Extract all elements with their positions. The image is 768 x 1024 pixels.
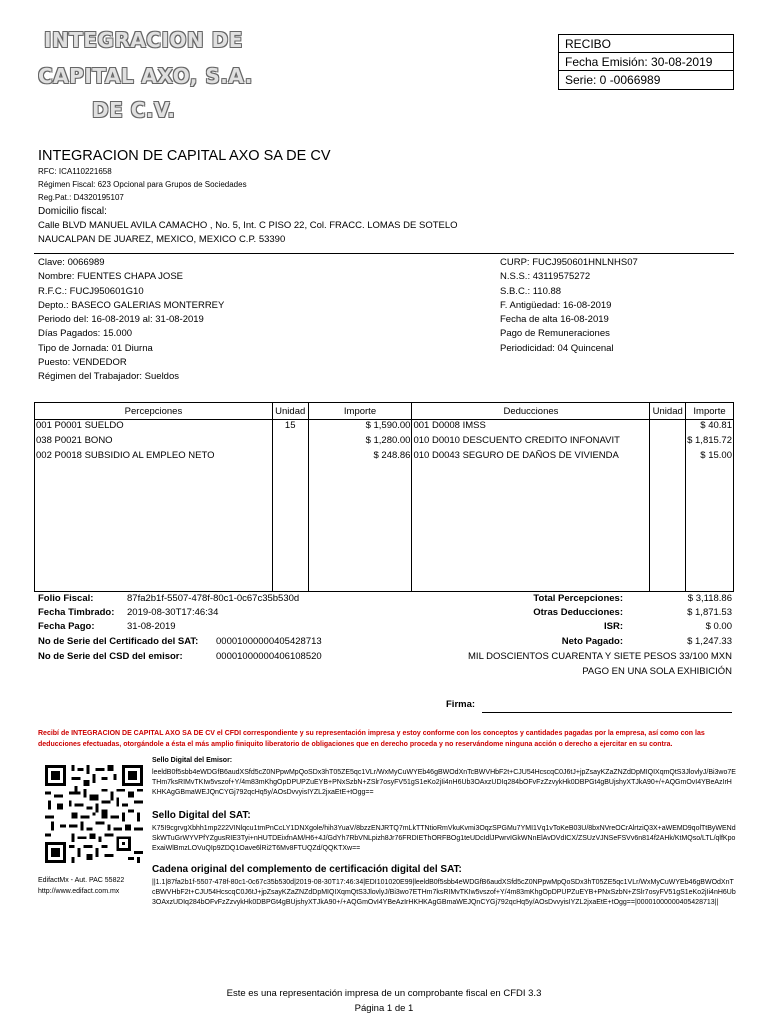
total-perc-value: $ 3,118.86 [687, 593, 732, 604]
items-table [34, 402, 734, 592]
unidad-cell [272, 435, 308, 450]
qr-code [45, 765, 143, 863]
folio-value: 87fa2b1f-5507-478f-80c1-0c67c35b530d [127, 593, 300, 604]
domicilio-label: Domicilio fiscal: [38, 206, 107, 217]
unidad-cell [650, 450, 686, 465]
csd-label: No de Serie del CSD del emisor: [38, 651, 183, 662]
unidad-cell [650, 420, 686, 435]
page-number: Página 1 de 1 [354, 1003, 414, 1014]
company-name: INTEGRACION DE CAPITAL AXO SA DE CV [38, 148, 331, 164]
serie: Serie: 0 -0066989 [565, 73, 661, 87]
divider [34, 253, 734, 254]
empleado-field: Depto.: BASECO GALERIAS MONTERREY [38, 299, 225, 311]
empleado-field: Fecha de alta 16-08-2019 [500, 314, 609, 326]
header-unidad-2: Unidad [650, 403, 686, 420]
folio-label: Folio Fiscal: [38, 593, 94, 604]
emisor-rfc: RFC: ICA110221658 [38, 167, 112, 176]
importe-cell: $ 15.00 [686, 450, 734, 465]
ded-cell: 010 D0010 DESCUENTO CREDITO INFONAVIT [412, 435, 650, 450]
header-unidad: Unidad [272, 403, 308, 420]
sello-emisor-text: leeldB0f5sbb4eWDGfB6audXSfd5cZ0NPpwMpQoSDx3hT05ZE5qc1VLr/WxMyCuWYEb46gBWOdXnTcBWVHbF2t+CJU54HcscqC0J6tJ+jpZsayKZaZNZdDpMIQIXqmQtS3JlovlyJ/Bi3wo7ETHm7ksRIMvTKIw5vszof+Y/4m83mKhgOpDPUPZuEYB+PNxSzbN+ZSlr7osyFV51gS1eKo2jIi4nH6Ub3OAxzUDIq284bOFvFzZzvykHk0DBPGt4gBUjshyXTJkA90+/+AQGmOvI4YBeAzIrHKHKAgGBmaWEJQnCYGj792qcHq5y/AOsDvvyisIYZL2jxaEtE+tOgg== [152, 769, 736, 796]
empleado-right [500, 256, 638, 356]
table-row [35, 420, 734, 435]
sello-sat-text: K75I9cgrvgXbhh1mp222VINlqcu1tmPnCcLY1DNXgole/hih3YuaV/8bzzENJRTQ7mLkTTNtioRmVkuKvmi3OqzSPGMu7YMI1Vq1vToKeB03U/8bxNVreOCrAlrtziQ3X+aWEMD9qolTtByWENdSkWTuGrWYVPfYZgusRIE3Tyi+nHUTDEixfnAM/H6+4J/GdYh7RbVNLpizh8Jr76FRDIEThORFBOg1teUDcIdlJPwrvIGkWNnElAvDVdICX/ZSUzVJNSeFSVv6n814f2AHk/KtMQso/LTL/qlfKpoExaiWlBmzLOVuQIp9ZDQ1Oave6lRi2T6Mv8FTUQZd/QQKTXw== [152, 825, 736, 852]
fecha-emision: Fecha Emisión: 30-08-2019 [559, 53, 733, 71]
total-ded-value: $ 1,871.53 [687, 607, 732, 618]
pago-label: Fecha Pago: [38, 621, 95, 632]
empleado-field: CURP: FUCJ950601HNLNHS07 [500, 257, 638, 268]
table-filler [35, 465, 734, 592]
domicilio-line-2: NAUCALPAN DE JUAREZ, MEXICO, MEXICO C.P. 53390 [38, 234, 286, 245]
perc-cell: 038 P0021 BONO [35, 435, 273, 450]
timbrado-value: 2019-08-30T17:46:34 [127, 607, 219, 618]
importe-cell: $ 1,815.72 [686, 435, 734, 450]
importe-letra: MIL DOSCIENTOS CUARENTA Y SIETE PESOS 33/100 MXN [468, 651, 732, 662]
logo-line-2: CAPITAL AXO, S.A. [38, 64, 253, 88]
cert-sat-value: 00001000000405428713 [216, 636, 322, 647]
pago-value: 31-08-2019 [127, 621, 176, 632]
empleado-field: Puesto: VENDEDOR [38, 357, 127, 369]
unidad-cell: 15 [272, 420, 308, 435]
footer-note: Este es una representación impresa de un comprobante fiscal en CFDI 3.3 [226, 988, 542, 999]
ded-cell: 001 D0008 IMSS [412, 420, 650, 435]
neto-value: $ 1,247.33 [687, 636, 732, 647]
csd-value: 00001000000406108520 [216, 651, 322, 662]
empleado-field: Días Pagados: 15.000 [38, 328, 133, 340]
unidad-cell [650, 435, 686, 450]
empleado-field: F. Antigüedad: 16-08-2019 [500, 299, 612, 311]
pac-line-1: EdifactMx - Aut. PAC 55822 [38, 877, 125, 884]
empleado-field: Pago de Remuneraciones [500, 328, 610, 340]
logo-line-3: DE C.V. [92, 98, 176, 122]
empleado-left [38, 256, 224, 385]
empleado-field: N.S.S.: 43119575272 [500, 271, 591, 283]
empleado-field: Nombre: FUENTES CHAPA JOSE [38, 271, 183, 283]
domicilio-line-1: Calle BLVD MANUEL AVILA CAMACHO , No. 5, Int. C PISO 22, Col. FRACC. LOMAS DE SOTELO [38, 220, 458, 231]
table-row [35, 450, 734, 465]
legal-text: Recibí de INTEGRACION DE CAPITAL AXO SA DE CV el CFDI correspondiente y su representación impresa y estoy conforme con los conceptos y cantidades pagadas por la empresa, así como con las deducciones efectuadas, otorgándole a ésta el más amplio finiquito liberatorio de obligaciones que en derecho proceda y no reservándome ninguna acción o derecho a ejercitar en su contra. [38, 730, 705, 748]
pago-exhibicion: PAGO EN UNA SOLA EXHIBICIÓN [582, 666, 732, 677]
isr-label: ISR: [604, 621, 623, 632]
table-row [35, 435, 734, 450]
cadena-text: ||1.1|87fa2b1f-5507-478f-80c1-0c67c35b530d|2019-08-30T17:46:34|EDI101020E99|leeldB0f5sbb4eWDGfB6audXSfd5cZ0NPpwMpQoSDx3hT05ZE5qc1VLr/WxMyCuWYEb46gBWOdXnTcBWVHbF2t+CJU54HcscqC0J6tJ+jpZsayKZaZNZdDpMIQIXqmQtS3JlovlyJ/Bi3wo7ETHm7ksRIMvTKIw5vszof+Y/4m83mKhgOpDPUPZuEYB+PNxSzbN+ZSlr7osyFV51gS1eKo2jIi4nH6Ub3OAxzUDIq284bOFvFzZzvykHk0DBPGt4gBUjshyXTJkA90+/+AQGmOvI4YBeAzIrHKHKAgGBmaWEJQnCYGj792qcHq5y/AOsDvvyisIYZL2jxaEtE+tOgg==|00001000000405428713|| [152, 879, 736, 906]
importe-cell: $ 1,280.00 [308, 435, 412, 450]
timbrado-label: Fecha Timbrado: [38, 607, 115, 618]
firma-line [482, 712, 732, 713]
sello-emisor-title: Sello Digital del Emisor: [152, 757, 233, 764]
importe-cell: $ 248.86 [308, 450, 412, 465]
header-percepciones: Percepciones [35, 403, 273, 420]
ded-cell: 010 D0043 SEGURO DE DAÑOS DE VIVIENDA [412, 450, 650, 465]
recibo-box [558, 34, 734, 90]
logo-line-1: INTEGRACION DE [44, 28, 243, 52]
header-deducciones: Deducciones [412, 403, 650, 420]
sello-sat-title: Sello Digital del SAT: [152, 810, 251, 821]
firma-label: Firma: [446, 699, 476, 710]
unidad-cell [272, 450, 308, 465]
importe-cell: $ 40.81 [686, 420, 734, 435]
empleado-field: Tipo de Jornada: 01 Diurna [38, 342, 153, 354]
pac-link[interactable]: http://www.edifact.com.mx [38, 888, 120, 895]
empleado-field: Periodo del: 16-08-2019 al: 31-08-2019 [38, 314, 204, 326]
emisor-reg-pat: Reg.Pat.: D4320195107 [38, 193, 124, 202]
total-ded-label: Otras Deducciones: [533, 607, 623, 618]
header-importe-2: Importe [686, 403, 734, 420]
importe-cell: $ 1,590.00 [308, 420, 412, 435]
isr-value: $ 0.00 [705, 621, 732, 632]
cert-sat-label: No de Serie del Certificado del SAT: [38, 636, 199, 647]
empleado-field: Régimen del Trabajador: Sueldos [38, 371, 180, 383]
emisor-regimen: Régimen Fiscal: 623 Opcional para Grupos de Sociedades [38, 180, 247, 189]
empleado-field: R.F.C.: FUCJ950601G10 [38, 285, 144, 297]
header-importe: Importe [308, 403, 412, 420]
total-perc-label: Total Percepciones: [533, 593, 623, 604]
empleado-field: Periodicidad: 04 Quincenal [500, 342, 614, 354]
cadena-title: Cadena original del complemento de certificación digital del SAT: [152, 864, 462, 875]
empleado-field: S.B.C.: 110.88 [500, 285, 562, 297]
neto-label: Neto Pagado: [561, 636, 623, 647]
perc-cell: 001 P0001 SUELDO [35, 420, 273, 435]
perc-cell: 002 P0018 SUBSIDIO AL EMPLEO NETO [35, 450, 273, 465]
recibo-title: RECIBO [559, 35, 733, 53]
empleado-field: Clave: 0066989 [38, 257, 105, 268]
